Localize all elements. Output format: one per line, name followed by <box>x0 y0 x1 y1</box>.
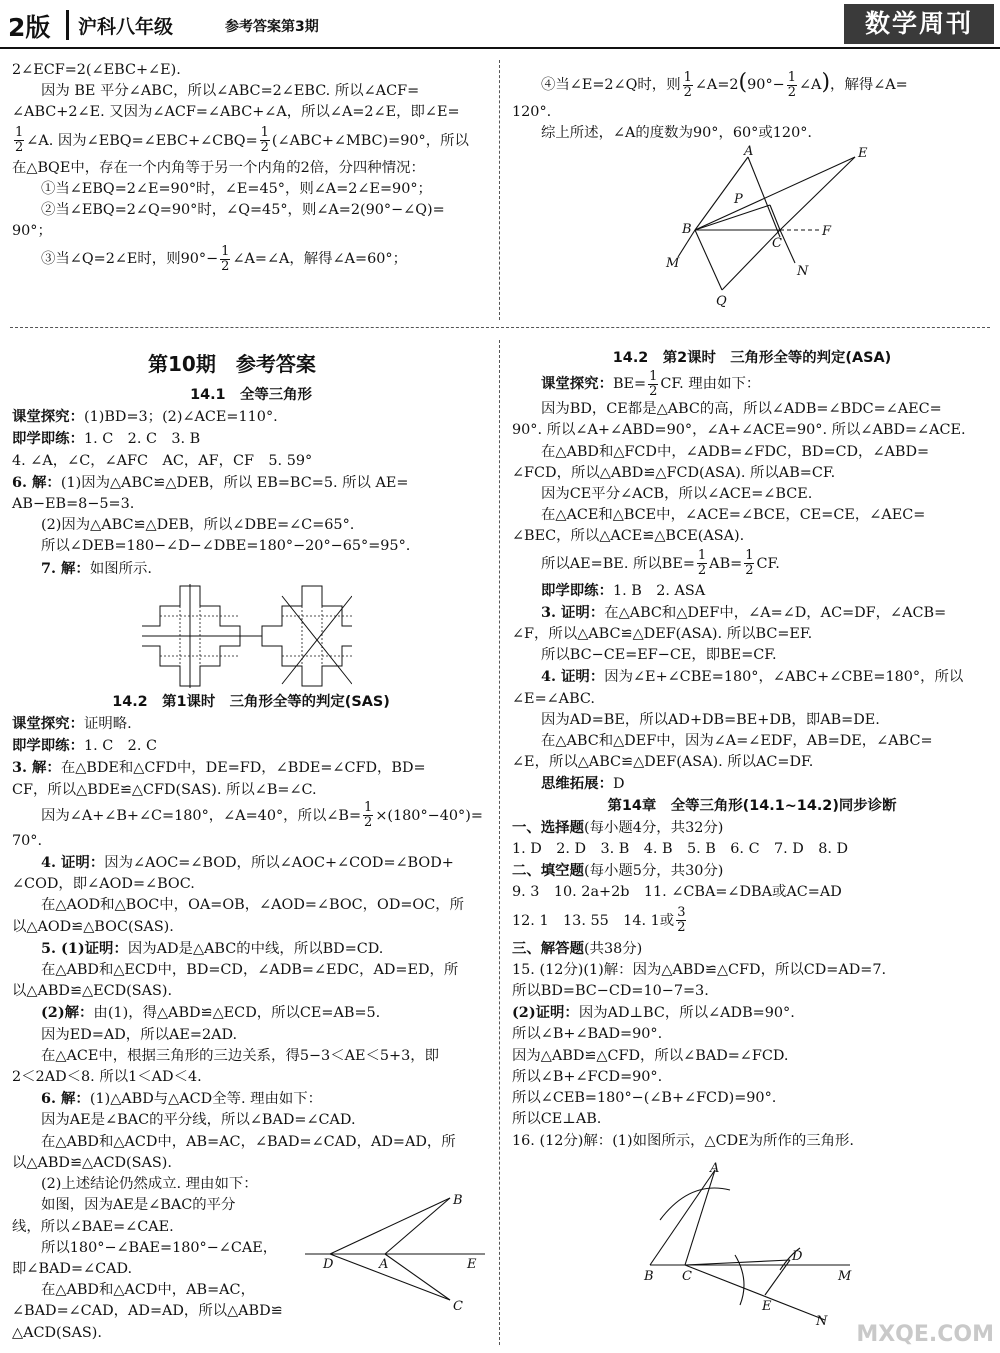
text-line: ∠E=∠ABC. <box>512 690 595 707</box>
subsection-title: 第14章 全等三角形(14.1~14.2)同步诊断 <box>607 797 897 814</box>
header-rule <box>0 47 1000 49</box>
text-line: 因为 BE 平分∠ABC，所以∠ABC=2∠EBC. 所以∠ACF= <box>41 83 420 100</box>
text-line: 15. (12分)(1)解：因为△ABD≌△CFD，所以CD=AD=7. <box>512 961 887 978</box>
text-line: 课堂探究：(1)BD=3；(2)∠ACE=110°. <box>12 408 278 426</box>
text-line: 在△ACE中，根据三角形的三边关系，得5−3＜AE＜5+3，即 <box>41 1047 440 1064</box>
text-line: 即∠BAD=∠CAD. <box>12 1260 133 1277</box>
geometry-figure-2 <box>305 1188 490 1313</box>
point-label: A <box>710 1161 720 1176</box>
text-line: 6. 解：(1)△ABD与△ACD全等. 理由如下： <box>41 1090 323 1108</box>
text-line: 所以BD=BC−CD=10−7=3. <box>512 983 709 1000</box>
fraction: $\frac{1}{2}$ <box>787 69 796 100</box>
column-divider <box>499 340 500 1345</box>
text-line: 即学即练：1. C 2. C 3. B <box>12 430 201 448</box>
fraction: $\frac{1}{2}$ <box>260 125 269 156</box>
subsection-title: 14.2 第2课时 三角形全等的判定(ASA) <box>612 350 892 366</box>
text-line: 因为△ABD≌△CFD，所以∠BAD=∠FCD. <box>512 1047 789 1064</box>
text-line: 7. 解：如图所示. <box>41 559 152 577</box>
text-line: ∠COD，即∠AOD=∠BOC. <box>12 876 195 893</box>
text-line: 因为AD=BE，所以AD+DB=BE+DB，即AB=DE. <box>541 711 880 728</box>
text-line: 在△ABD和△ECD中，BD=CD，∠ADB=∠EDC，AD=ED，所 <box>41 962 459 979</box>
text-line: 课堂探究：证明略. <box>12 715 132 733</box>
point-label: A <box>744 145 754 159</box>
text-line: 90°. 所以∠A+∠ABD=90°，∠A+∠ACE=90°. 所以∠ABD=∠ACE. <box>512 422 966 439</box>
text-line: $\frac{1}{2}$ ∠A. 因为∠EBQ=∠EBC+∠CBQ= $\frac{1}{2}$ (∠ABC+∠MBC)=90°，所以 <box>15 125 469 156</box>
text-line: 1. D 2. D 3. B 4. B 5. B 6. C 7. D 8. D <box>512 841 849 858</box>
text-line: 16. (12分)解：(1)如图所示，△CDE为所作的三角形. <box>512 1132 854 1149</box>
text-line: 6. 解：(1)因为△ABC≌△DEB，所以 EB=BC=5. 所以 AE= <box>12 473 409 491</box>
point-label: D <box>792 1249 803 1264</box>
text-line: 因为CE平分∠ACB，所以∠ACE=∠BCE. <box>541 486 813 503</box>
text-line: 即学即练：1. B 2. ASA <box>541 581 706 599</box>
text-line: 所以AE=BE. 所以BE= $\frac{1}{2}$ AB= $\frac{1}{2}$ CF. <box>541 548 780 579</box>
text-line: △ACD(SAS). <box>12 1324 102 1341</box>
text-line: 70°. <box>12 832 43 849</box>
grade-label: 沪科八年级 <box>78 16 174 38</box>
page-header <box>0 0 1000 50</box>
top-right-column <box>512 66 992 144</box>
text-line: 思维拓展：D <box>541 775 625 793</box>
text-line: 所以∠B+∠FCD=90°. <box>512 1068 663 1085</box>
text-line: 所以∠CEB=180°−(∠B+∠FCD)=90°. <box>512 1090 777 1107</box>
text-line: 所以180°−∠BAE=180°−∠CAE， <box>41 1239 278 1256</box>
fraction: $\frac{1}{2}$ <box>697 548 707 579</box>
text-line: (2)解：由(1)，得△ABD≌△ECD，所以CE=AB=5. <box>41 1004 381 1022</box>
fraction: $\frac{3}{2}$ <box>677 905 686 936</box>
text-line: 以△ABD≌△ECD(SAS). <box>12 983 173 1000</box>
text-line: 120°. <box>512 104 552 120</box>
text-line: 线，所以∠BAE=∠CAE. <box>12 1218 174 1235</box>
cross-figure <box>142 584 352 688</box>
text-line: ∠BAD=∠CAD，AD=AD，所以△ABD≌ <box>12 1303 283 1320</box>
point-label: E <box>762 1299 772 1314</box>
text-line: 二、填空题(每小题5分，共30分) <box>512 862 724 880</box>
text-line: 所以∠DEB=180−∠D−∠DBE=180°−20°−65°=95°. <box>41 538 411 555</box>
text-line: (2)证明：因为AD⊥BC，所以∠ADB=90°. <box>512 1004 795 1022</box>
text-line: 所以BC−CE=EF−CE，即BE=CF. <box>541 647 777 664</box>
point-label: D <box>323 1257 334 1272</box>
point-label: Q <box>716 294 727 309</box>
point-label: C <box>453 1299 463 1313</box>
point-label: A <box>379 1257 389 1272</box>
text-line: 90°； <box>12 223 52 240</box>
point-label: C <box>682 1269 692 1284</box>
geometry-figure-1 <box>660 145 880 310</box>
text-line: 在△ABD和△ACD中，AB=AC， <box>41 1282 255 1299</box>
text-line: 如图，因为AE是∠BAC的平分 <box>41 1197 236 1214</box>
fraction: $\frac{1}{2}$ <box>745 548 754 579</box>
column-divider <box>499 60 500 320</box>
text-line: 一、选择题(每小题4分，共32分) <box>512 818 724 836</box>
point-label: B <box>453 1193 463 1208</box>
figure-area <box>12 580 490 692</box>
text-line: ∠BEC，所以△ACE≌△BCE(ASA). <box>512 528 745 545</box>
point-label: P <box>734 192 743 207</box>
text-line: 课堂探究：BE= $\frac{1}{2}$ CF. 理由如下： <box>541 368 761 399</box>
text-line: (2)因为△ABC≌△DEB，所以∠DBE=∠C=65°. <box>41 517 355 534</box>
point-label: E <box>858 146 868 161</box>
text-line: 在△AOD和△BOC中，OA=OB，∠AOD=∠BOC，OD=OC，所 <box>41 897 465 914</box>
subsection-title: 14.1 全等三角形 <box>190 387 312 403</box>
subsection-title: 14.2 第1课时 三角形全等的判定(SAS) <box>112 693 390 710</box>
text-line: 因为BD，CE都是△ABC的高，所以∠ADB=∠BDC=∠AEC= <box>541 401 942 418</box>
text-line: 以△ABD≌△ACD(SAS). <box>12 1154 172 1171</box>
fraction: $\frac{1}{2}$ <box>649 368 658 399</box>
text-line: 三、解答题(共38分) <box>512 939 643 957</box>
text-line: 3. 解：在△BDE和△CFD中，DE=FD，∠BDE=∠CFD，BD= <box>12 759 426 777</box>
point-label: E <box>467 1257 477 1272</box>
text-line: 即学即练：1. C 2. C <box>12 737 157 755</box>
text-line: ②当∠EBQ=2∠Q=90°时，∠Q=45°，则∠A=2(90°−∠Q)= <box>41 202 445 219</box>
text-line: 在△ABD和△FCD中，∠ADB=∠FDC，BD=CD，∠ABD= <box>541 443 930 460</box>
text-line: 因为∠A+∠B+∠C=180°，∠A=40°，所以∠B= $\frac{1}{2}$ ×(180°−40°)= <box>41 800 483 831</box>
text-line: 在△BQE中，存在一个内角等于另一个内角的2倍，分四种情况： <box>12 159 425 176</box>
text-line: ∠FCD，所以△ABD≌△FCD(ASA). 所以AB=CF. <box>512 464 836 481</box>
top-left-column <box>12 60 490 276</box>
text-line: AB−EB=8−5=3. <box>12 496 135 513</box>
point-label: M <box>838 1269 852 1284</box>
text-line: ③当∠Q=2∠E时，则90°− $\frac{1}{2}$ ∠A=∠A，解得∠A=60°； <box>41 243 407 274</box>
text-line: 5. (1)证明：因为AD是△ABC的中线，所以BD=CD. <box>41 939 384 957</box>
text-line: 综上所述，∠A的度数为90°，60°或120°. <box>541 125 812 142</box>
right-column <box>512 348 992 1152</box>
watermark: MXQE.COM <box>856 1322 994 1347</box>
text-line: 4. 证明：因为∠AOC=∠BOD，所以∠AOC+∠COD=∠BOD+ <box>41 854 454 872</box>
text-line: 在△ABC和△DEF中，因为∠A=∠EDF，AB=DE，∠ABC= <box>541 733 933 750</box>
text-line: ∠F，所以△ABC≌△DEF(ASA). 所以BC=EF. <box>512 626 813 643</box>
fraction: $\frac{1}{2}$ <box>364 800 373 831</box>
point-label: B <box>682 222 692 237</box>
fraction: $\frac{1}{2}$ <box>683 69 692 100</box>
edition-label: 2版 <box>8 13 51 42</box>
text-line: 3. 证明：在△ABC和△DEF中，∠A=∠D，AC=DF，∠ACB= <box>541 603 947 621</box>
fraction: $\frac{1}{2}$ <box>221 243 230 274</box>
text-line: 12. 1 13. 55 14. 1或 $\frac{3}{2}$ <box>512 905 686 936</box>
text-line: 因为ED=AD，所以AE=2AD. <box>41 1026 238 1043</box>
text-line: 4. ∠A，∠C，∠AFC AC，AF，CF 5. 59° <box>12 452 313 469</box>
text-line: ∠ABC+2∠E. 又因为∠ACF=∠ABC+∠A，所以∠A=2∠E，即∠E= <box>12 104 460 121</box>
text-line: 在△ABD和△ACD中，AB=AC，∠BAD=∠CAD，AD=AD，所 <box>41 1133 456 1150</box>
point-label: C <box>772 236 782 251</box>
issue-label: 参考答案第3期 <box>225 19 319 35</box>
header-divider <box>66 10 69 40</box>
text-line: 在△ACE和△BCE中，∠ACE=∠BCE，CE=CE，∠AEC= <box>541 507 926 524</box>
text-line: 2∠ECF=2(∠EBC+∠E). <box>12 62 181 78</box>
point-label: B <box>644 1269 654 1284</box>
text-line: 2＜2AD＜8. 所以1＜AD＜4. <box>12 1069 202 1086</box>
text-line: 因为AE是∠BAC的平分线，所以∠BAD=∠CAD. <box>41 1112 356 1129</box>
fraction: $\frac{1}{2}$ <box>15 125 24 156</box>
point-label: N <box>816 1314 828 1329</box>
geometry-figure-3 <box>640 1160 860 1330</box>
text-line: 以△AOD≌△BOC(SAS). <box>12 918 174 935</box>
text-line: ∠E，所以△ABC≌△DEF(ASA). 所以AC=DF. <box>512 754 814 771</box>
text-line: ④当∠E=2∠Q时，则 $\frac{1}{2}$ ∠A=2(90°− $\frac{1}{2}$ ∠A)，解得∠A= <box>541 69 908 100</box>
text-line: CF，所以△BDE≌△CFD(SAS). 所以∠B=∠C. <box>12 781 317 798</box>
section-divider <box>10 327 990 328</box>
text-line: ①当∠EBQ=2∠E=90°时，∠E=45°，则∠A=2∠E=90°； <box>41 180 432 197</box>
point-label: F <box>822 224 832 239</box>
text-line: 所以CE⊥AB. <box>512 1111 602 1128</box>
text-line: 所以∠B+∠BAD=90°. <box>512 1026 663 1043</box>
brand-logo: 数学周刊 <box>844 4 994 44</box>
section-title: 第10期 参考答案 <box>148 352 316 376</box>
point-label: M <box>666 256 680 271</box>
point-label: N <box>797 264 809 279</box>
text-line: (2)上述结论仍然成立. 理由如下： <box>41 1176 258 1193</box>
text-line: 4. 证明：因为∠E+∠CBE=180°，∠ABC+∠CBE=180°，所以 <box>541 668 964 686</box>
text-line: 9. 3 10. 2a+2b 11. ∠CBA=∠DBA或AC=AD <box>512 884 842 901</box>
